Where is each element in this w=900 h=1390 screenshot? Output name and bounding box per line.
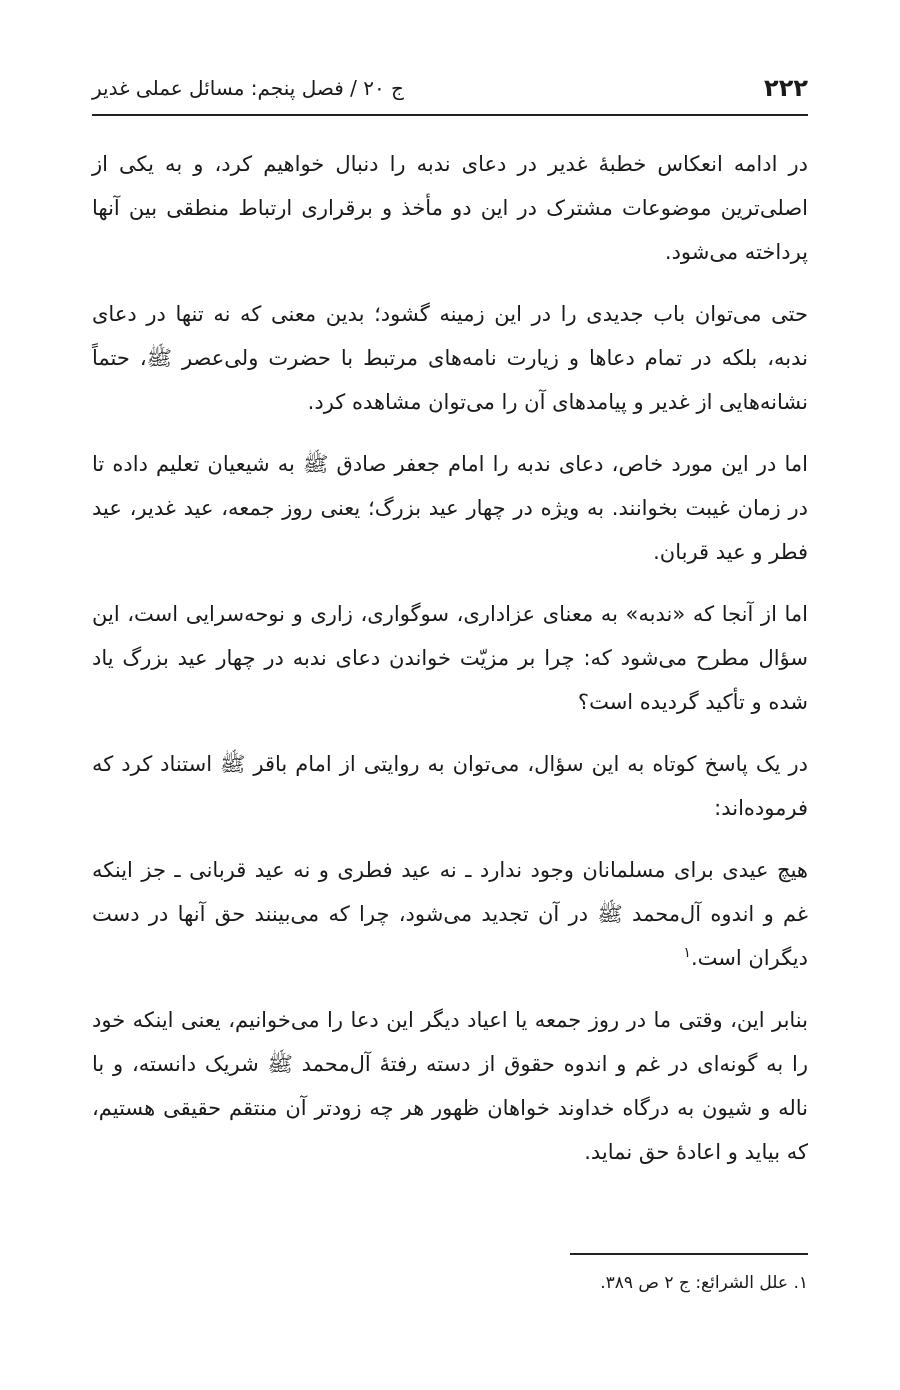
running-head: ج ۲۰ / فصل پنجم: مسائل عملی غدیر xyxy=(92,76,404,100)
paragraph-2: حتی می‌توان باب جدیدی را در این زمینه گشود؛ بدین معنی که نه تنها در دعای ندبه، بلکه در تمام دعاها و زیارت نامه‌های مرتبط با حضرت ولی‌عصر ﷺ، حتماً نشانه‌هایی از غدیر و پیامدهای آن را می‌توان مشاهده کرد. xyxy=(92,302,808,414)
footnote: ۱. علل الشرائع: ج ۲ ص ۳۸۹. xyxy=(600,1273,808,1293)
page-header xyxy=(92,62,808,116)
closing-paragraph: بنابر این، وقتی ما در روز جمعه یا اعیاد دیگر این دعا را می‌خوانیم، یعنی اینکه خود را به گونه‌ای در غم و اندوه حقوق از دسته رفتۀ آل‌محمد ﷺ شریک دانسته، و با ناله و شیون به درگاه خداوند خواهان ظهور هر چه زودتر آن منتقم حقیقی هستیم، که بیاید و اعادۀ حق نماید. xyxy=(92,1008,808,1164)
footnote-divider xyxy=(570,1253,808,1255)
paragraph-4: اما از آنجا که «ندبه» به معنای عزاداری، سوگواری، زاری و نوحه‌سرایی است، این سؤال مطرح می‌شود که: چرا بر مزیّت خواندن دعای ندبه در چهار عید بزرگ یاد شده و تأکید گردیده است؟ xyxy=(92,602,808,714)
hadith-quote-text: هیچ عیدی برای مسلمانان وجود ندارد ـ نه عید فطری و نه عید قربانی ـ جز اینکه غم و اندوه آل‌محمد ﷺ در آن تجدید می‌شود، چرا که می‌بینند حق آنها در دست دیگران است. xyxy=(92,858,808,970)
paragraph-5: در یک پاسخ کوتاه به این سؤال، می‌توان به روایتی از امام باقر ﷺ استناد کرد که فرموده‌اند: xyxy=(92,752,808,820)
paragraph-3: اما در این مورد خاص، دعای ندبه را امام جعفر صادق ﷺ به شیعیان تعلیم داده تا در زمان غیبت بخوانند. به ویژه در چهار عید بزرگ؛ یعنی روز جمعه، عید غدیر، عید فطر و عید قربان. xyxy=(92,452,808,564)
page-body xyxy=(92,142,808,1192)
page-number: ۲۲۲ xyxy=(764,74,808,102)
hadith-quote xyxy=(92,848,808,980)
paragraph-1: در ادامه انعکاس خطبۀ غدیر در دعای ندبه را دنبال خواهیم کرد، و به یکی از اصلی‌ترین موضوعات مشترک در این دو مأخذ و برقراری ارتباط منطقی بین آنها پرداخته می‌شود. xyxy=(92,152,808,264)
footnote-marker: ۱ xyxy=(683,945,691,961)
